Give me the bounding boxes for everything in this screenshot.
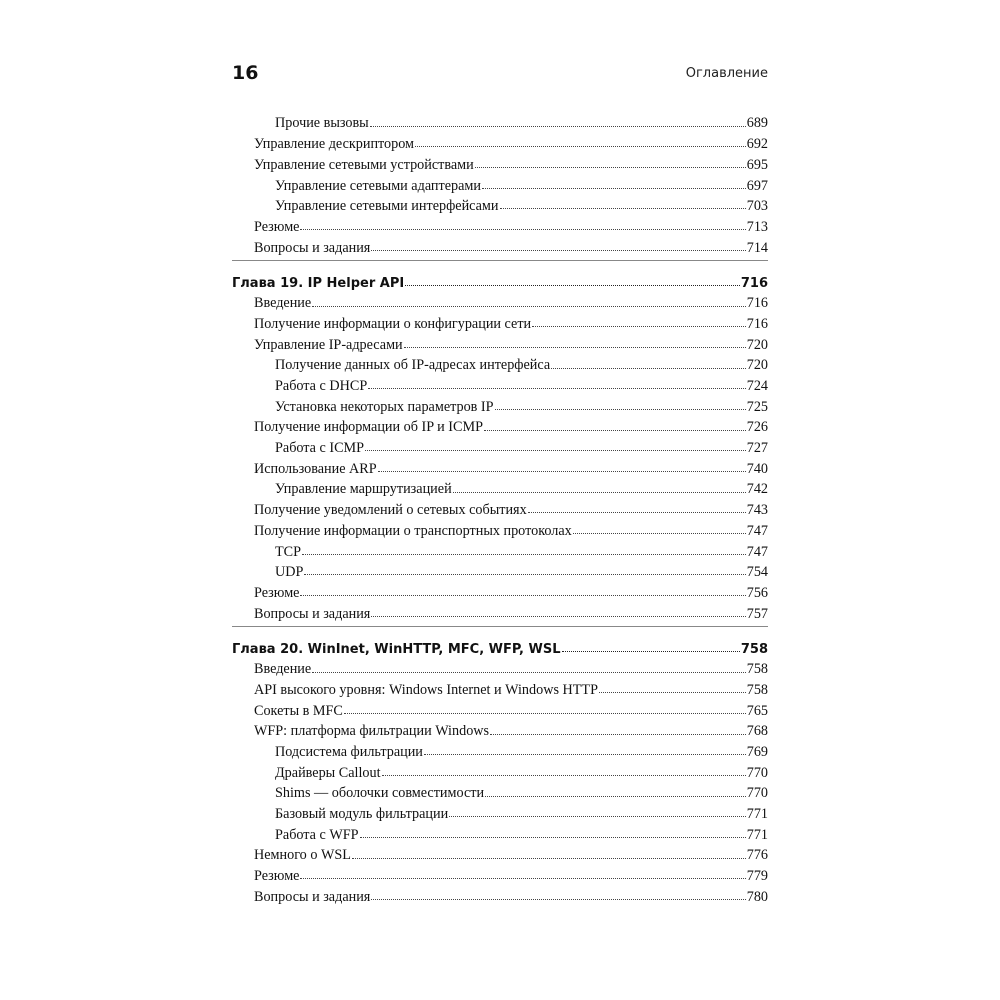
toc-entry-title: Введение bbox=[254, 295, 312, 312]
toc-entry[interactable] bbox=[232, 677, 768, 698]
toc-entry[interactable] bbox=[232, 759, 768, 780]
toc-entry-page: 758 bbox=[740, 641, 768, 657]
toc-entry-page: 770 bbox=[746, 785, 768, 802]
toc-entry-page: 725 bbox=[746, 398, 768, 415]
page-number: 16 bbox=[232, 62, 259, 84]
toc-entry-title: Работа с ICMP bbox=[275, 440, 365, 457]
toc-entry[interactable] bbox=[232, 739, 768, 760]
toc-entry-title: Базовый модуль фильтрации bbox=[275, 806, 449, 823]
toc-entry-page: 758 bbox=[746, 681, 768, 698]
toc-entry-title: Установка некоторых параметров IP bbox=[275, 398, 494, 415]
toc-entry-title: Вопросы и задания bbox=[254, 888, 371, 905]
dot-leader bbox=[424, 753, 746, 755]
toc-chapter-entry[interactable] bbox=[232, 634, 768, 656]
running-header: Оглавление bbox=[685, 66, 768, 81]
toc-entry[interactable] bbox=[232, 352, 768, 373]
dot-leader bbox=[365, 449, 746, 451]
toc-entry[interactable] bbox=[232, 497, 768, 518]
toc-entry-page: 716 bbox=[746, 315, 768, 332]
chapter-divider bbox=[232, 260, 768, 261]
toc-entry-page: 726 bbox=[746, 419, 768, 436]
toc-chapter-entry[interactable] bbox=[232, 268, 768, 290]
toc-entry-title: Использование ARP bbox=[254, 460, 377, 477]
toc-entry-page: 765 bbox=[746, 702, 768, 719]
toc-entry-page: 769 bbox=[746, 744, 768, 761]
toc-entry[interactable] bbox=[232, 579, 768, 600]
toc-entry-page: 754 bbox=[746, 564, 768, 581]
dot-leader bbox=[360, 836, 746, 838]
toc-entry[interactable] bbox=[232, 559, 768, 580]
toc-entry-page: 740 bbox=[746, 460, 768, 477]
chapter-divider bbox=[232, 626, 768, 627]
toc-entry[interactable] bbox=[232, 697, 768, 718]
toc-entry[interactable] bbox=[232, 517, 768, 538]
toc-entry[interactable] bbox=[232, 435, 768, 456]
table-of-contents bbox=[232, 110, 768, 904]
dot-leader bbox=[573, 532, 746, 534]
dot-leader bbox=[484, 429, 746, 431]
toc-entry[interactable] bbox=[232, 821, 768, 842]
toc-entry-page: 703 bbox=[746, 198, 768, 215]
toc-entry-title: TCP bbox=[275, 543, 302, 560]
dot-leader bbox=[404, 346, 746, 348]
toc-entry-page: 779 bbox=[746, 868, 768, 885]
toc-entry-title: Управление сетевыми интерфейсами bbox=[275, 198, 499, 215]
toc-entry-page: 716 bbox=[746, 295, 768, 312]
toc-entry-title: WFP: платформа фильтрации Windows bbox=[254, 723, 490, 740]
toc-entry[interactable] bbox=[232, 151, 768, 172]
toc-entry-page: 713 bbox=[746, 218, 768, 235]
dot-leader bbox=[475, 166, 746, 168]
dot-leader bbox=[562, 650, 740, 652]
dot-leader bbox=[302, 553, 746, 555]
toc-entry-page: 697 bbox=[746, 177, 768, 194]
dot-leader bbox=[532, 325, 746, 327]
toc-entry-title: Драйверы Callout bbox=[275, 764, 381, 781]
toc-entry[interactable] bbox=[232, 883, 768, 904]
toc-entry-title: Резюме bbox=[254, 584, 300, 601]
toc-entry[interactable] bbox=[232, 331, 768, 352]
toc-entry-page: 695 bbox=[746, 156, 768, 173]
dot-leader bbox=[312, 671, 746, 673]
toc-entry-title: Сокеты в MFC bbox=[254, 702, 343, 719]
toc-entry[interactable] bbox=[232, 863, 768, 884]
toc-entry-page: 714 bbox=[746, 239, 768, 256]
toc-entry-title: Вопросы и задания bbox=[254, 239, 371, 256]
dot-leader bbox=[449, 815, 746, 817]
toc-entry-page: 780 bbox=[746, 888, 768, 905]
toc-entry-page: 724 bbox=[746, 378, 768, 395]
dot-leader bbox=[344, 712, 746, 714]
dot-leader bbox=[370, 125, 746, 127]
dot-leader bbox=[528, 511, 746, 513]
toc-entry-page: 770 bbox=[746, 764, 768, 781]
dot-leader bbox=[371, 615, 745, 617]
toc-entry-page: 776 bbox=[746, 847, 768, 864]
dot-leader bbox=[300, 228, 745, 230]
toc-entry-page: 771 bbox=[746, 806, 768, 823]
toc-entry[interactable] bbox=[232, 455, 768, 476]
toc-entry[interactable] bbox=[232, 213, 768, 234]
toc-entry-page: 742 bbox=[746, 481, 768, 498]
toc-entry-title: Резюме bbox=[254, 868, 300, 885]
dot-leader bbox=[490, 733, 746, 735]
toc-entry[interactable] bbox=[232, 393, 768, 414]
toc-entry-title: Немного о WSL bbox=[254, 847, 351, 864]
toc-entry-page: 756 bbox=[746, 584, 768, 601]
toc-entry-title: Получение уведомлений о сетевых событиях bbox=[254, 502, 527, 519]
toc-entry-title: Получение данных об IP-адресах интерфейса bbox=[275, 357, 551, 374]
toc-entry-page: 747 bbox=[746, 543, 768, 560]
toc-entry[interactable] bbox=[232, 373, 768, 394]
toc-entry[interactable] bbox=[232, 193, 768, 214]
toc-entry-page: 758 bbox=[746, 661, 768, 678]
toc-entry[interactable] bbox=[232, 131, 768, 152]
dot-leader bbox=[500, 207, 746, 209]
toc-entry[interactable] bbox=[232, 600, 768, 621]
toc-entry[interactable] bbox=[232, 311, 768, 332]
toc-entry-title: Глава 19. IP Helper API bbox=[232, 275, 405, 291]
dot-leader bbox=[415, 145, 746, 147]
dot-leader bbox=[371, 249, 745, 251]
toc-entry-title: Глава 20. WinInet, WinHTTP, MFC, WFP, WSL bbox=[232, 641, 561, 657]
toc-entry-title: Вопросы и задания bbox=[254, 605, 371, 622]
toc-entry-title: Прочие вызовы bbox=[275, 115, 369, 132]
toc-entry-page: 771 bbox=[746, 826, 768, 843]
toc-entry-page: 743 bbox=[746, 502, 768, 519]
toc-entry-title: Shims — оболочки совместимости bbox=[275, 785, 485, 802]
toc-entry-title: Получение информации о конфигурации сети bbox=[254, 315, 532, 332]
dot-leader bbox=[599, 691, 746, 693]
toc-entry-title: API высокого уровня: Windows Internet и Windows HTTP bbox=[254, 681, 598, 698]
toc-entry-title: Работа с DHCP bbox=[275, 378, 368, 395]
toc-entry[interactable] bbox=[232, 718, 768, 739]
toc-entry-title: Управление IP-адресами bbox=[254, 336, 403, 353]
toc-entry-title: Управление сетевыми устройствами bbox=[254, 156, 474, 173]
dot-leader bbox=[405, 284, 740, 286]
toc-entry[interactable] bbox=[232, 656, 768, 677]
toc-entry-page: 692 bbox=[746, 136, 768, 153]
toc-entry[interactable] bbox=[232, 476, 768, 497]
dot-leader bbox=[495, 408, 746, 410]
toc-entry-page: 757 bbox=[746, 605, 768, 622]
dot-leader bbox=[453, 491, 746, 493]
toc-entry-title: Управление сетевыми адаптерами bbox=[275, 177, 481, 194]
toc-entry-page: 768 bbox=[746, 723, 768, 740]
toc-entry[interactable] bbox=[232, 290, 768, 311]
toc-entry-title: Получение информации об IP и ICMP bbox=[254, 419, 483, 436]
dot-leader bbox=[300, 594, 745, 596]
toc-entry-title: Резюме bbox=[254, 218, 300, 235]
dot-leader bbox=[352, 857, 746, 859]
dot-leader bbox=[300, 877, 745, 879]
toc-entry[interactable] bbox=[232, 780, 768, 801]
toc-entry-page: 747 bbox=[746, 522, 768, 539]
toc-entry-title: Управление маршрутизацией bbox=[275, 481, 452, 498]
toc-entry-title: Управление дескриптором bbox=[254, 136, 415, 153]
toc-entry-page: 689 bbox=[746, 115, 768, 132]
toc-entry-page: 720 bbox=[746, 336, 768, 353]
toc-entry-page: 720 bbox=[746, 357, 768, 374]
dot-leader bbox=[485, 795, 746, 797]
dot-leader bbox=[371, 898, 745, 900]
dot-leader bbox=[382, 774, 746, 776]
toc-entry[interactable] bbox=[232, 172, 768, 193]
toc-entry[interactable] bbox=[232, 842, 768, 863]
dot-leader bbox=[551, 367, 746, 369]
toc-entry-title: Работа с WFP bbox=[275, 826, 359, 843]
toc-entry[interactable] bbox=[232, 110, 768, 131]
dot-leader bbox=[482, 187, 746, 189]
toc-entry[interactable] bbox=[232, 234, 768, 255]
dot-leader bbox=[368, 387, 746, 389]
toc-entry-title: Введение bbox=[254, 661, 312, 678]
toc-entry-page: 716 bbox=[740, 275, 768, 291]
dot-leader bbox=[312, 305, 746, 307]
toc-entry[interactable] bbox=[232, 414, 768, 435]
dot-leader bbox=[304, 573, 745, 575]
toc-entry[interactable] bbox=[232, 801, 768, 822]
toc-entry-title: Подсистема фильтрации bbox=[275, 744, 423, 761]
toc-entry-title: Получение информации о транспортных протоколах bbox=[254, 522, 572, 539]
toc-entry-page: 727 bbox=[746, 440, 768, 457]
toc-entry-title: UDP bbox=[275, 564, 304, 581]
toc-entry[interactable] bbox=[232, 538, 768, 559]
dot-leader bbox=[378, 470, 746, 472]
